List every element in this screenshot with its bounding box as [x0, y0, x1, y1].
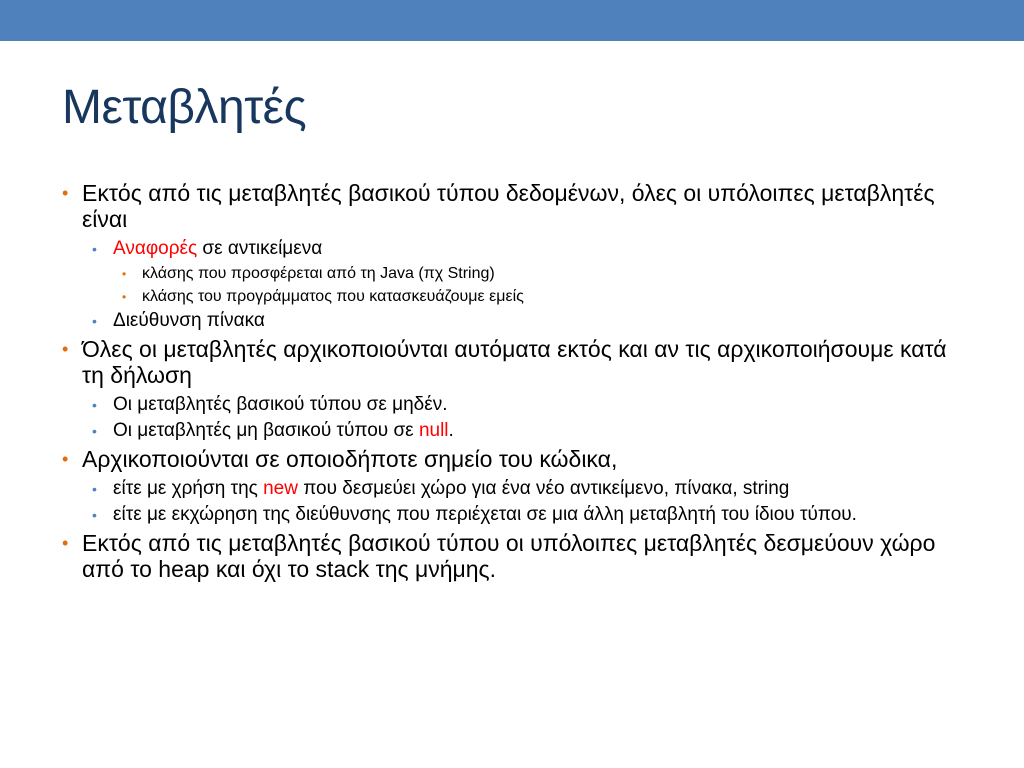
bullet-item [62, 336, 962, 388]
bullet-dot-icon: • [92, 481, 97, 497]
bullet-text: Αρχικοποιούνται σε οποιοδήποτε σημείο του κώδικα, [82, 446, 618, 472]
top-accent-bar [0, 0, 1024, 41]
bullet-dot-icon: • [92, 241, 97, 257]
bullet-text: Οι μεταβλητές μη βασικού τύπου σε [113, 420, 419, 441]
bullet-dot-icon: • [62, 449, 69, 469]
sub-bullet-item [62, 394, 962, 416]
sub-bullet-item [62, 478, 962, 500]
bullet-item [62, 180, 962, 232]
bullet-dot-icon: • [62, 339, 69, 359]
bullet-dot-icon: • [122, 267, 127, 281]
bullet-dot-icon: • [62, 183, 69, 203]
sub-bullet-item [62, 504, 962, 526]
slide-content [62, 180, 962, 588]
sub-bullet-item [62, 238, 962, 260]
bullet-dot-icon: • [92, 313, 97, 329]
bullet-text: Οι μεταβλητές βασικού τύπου σε μηδέν. [113, 394, 448, 415]
bullet-item [62, 446, 962, 472]
bullet-text: . [448, 420, 454, 441]
bullet-text: που δεσμεύει χώρο για ένα νέο αντικείμενο, πίνακα, string [297, 478, 790, 499]
slide-title: Μεταβλητές [62, 81, 307, 134]
highlight-text: new [263, 478, 298, 499]
highlight-text: Αναφορές [113, 238, 198, 259]
sub-bullet-item [62, 420, 962, 442]
bullet-text: κλάσης που προσφέρεται από τη Java (πχ String) [142, 265, 495, 282]
bullet-text: κλάσης του προγράμματος που κατασκευάζουμε εμείς [142, 288, 524, 305]
bullet-item [62, 530, 962, 582]
sub-sub-bullet-item [62, 264, 962, 284]
bullet-text: είτε με εκχώρηση της διεύθυνσης που περιέχεται σε μια άλλη μεταβλητή του ίδιου τύπου. [113, 504, 857, 525]
bullet-dot-icon: • [92, 397, 97, 413]
bullet-dot-icon: • [92, 423, 97, 439]
bullet-text: είτε με χρήση της [113, 478, 264, 499]
bullet-text: Εκτός από τις μεταβλητές βασικού τύπου οι υπόλοιπες μεταβλητές δεσμεύουν χώρο από το heap και όχι το stack της μνήμης. [82, 530, 936, 582]
bullet-text: Διεύθυνση πίνακα [113, 310, 265, 331]
sub-sub-bullet-item [62, 287, 962, 307]
bullet-dot-icon: • [62, 533, 69, 553]
bullet-dot-icon: • [92, 507, 97, 523]
bullet-text: σε αντικείμενα [197, 238, 323, 259]
sub-bullet-item [62, 310, 962, 332]
bullet-text: Εκτός από τις μεταβλητές βασικού τύπου δεδομένων, όλες οι υπόλοιπες μεταβλητές είναι [82, 180, 935, 232]
bullet-dot-icon: • [122, 290, 127, 304]
highlight-text: null [418, 420, 449, 441]
bullet-text: Όλες οι μεταβλητές αρχικοποιούνται αυτόματα εκτός και αν τις αρχικοποιήσουμε κατά τη δήλωση [82, 336, 947, 388]
